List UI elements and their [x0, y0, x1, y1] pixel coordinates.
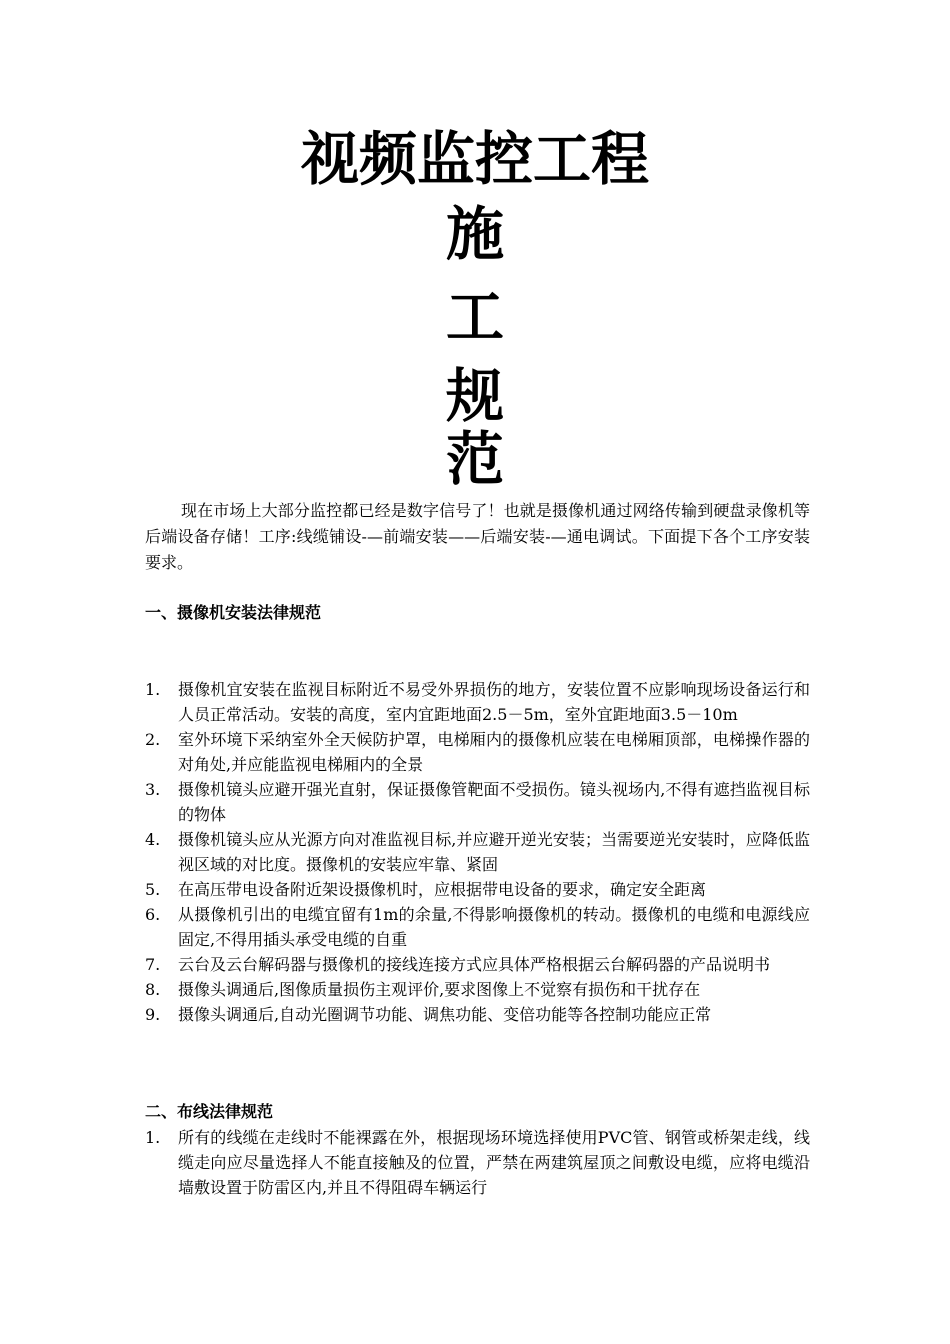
list-item-text: 所有的线缆在走线时不能裸露在外，根据现场环境选择使用PVC管、钢管或桥架走线，线缆走向应尽量选择人不能直接触及的位置，严禁在两建筑屋顶之间敷设电缆，应将电缆沿墙敷设置于防雷区内,并且不得阻碍车辆运行 [178, 1128, 810, 1197]
list-item [145, 777, 810, 827]
camera-install-list [145, 677, 810, 1027]
list-item [145, 952, 810, 977]
list-item-text: 在高压带电设备附近架设摄像机时，应根据带电设备的要求，确定安全距离 [178, 880, 707, 899]
list-item-number: 1. [145, 1128, 161, 1147]
list-item-text: 从摄像机引出的电缆宜留有1m的余量,不得影响摄像机的转动。摄像机的电缆和电源线应固定,不得用插头承受电缆的自重 [178, 905, 810, 949]
list-item [145, 827, 810, 877]
list-item [145, 977, 810, 1002]
list-item-text: 室外环境下采纳室外全天候防护罩，电梯厢内的摄像机应装在电梯厢顶部，电梯操作器的对角处,并应能监视电梯厢内的全景 [178, 730, 810, 774]
list-item-number: 7. [145, 955, 161, 974]
list-item [145, 902, 810, 952]
list-item-text: 摄像机镜头应避开强光直射，保证摄像管靶面不受损伤。镜头视场内,不得有遮挡监视目标的物体 [178, 780, 810, 824]
list-item-number: 5. [145, 880, 161, 899]
title-char-3: 规 [445, 362, 504, 430]
document-title: 视频监控工程 [300, 125, 649, 193]
intro-paragraph: 现在市场上大部分监控都已经是数字信号了！也就是摄像机通过网络传输到硬盘录像机等后端设备存储！工序:线缆铺设-—前端安装——后端安装-—通电调试。下面提下各个工序安装要求。 [145, 501, 810, 572]
list-item-text: 摄像头调通后,自动光圈调节功能、调焦功能、变倍功能等各控制功能应正常 [178, 1005, 712, 1024]
list-item-text: 摄像机镜头应从光源方向对准监视目标,并应避开逆光安装；当需要逆光安装时，应降低监视区域的对比度。摄像机的安装应牢靠、紧固 [178, 830, 810, 874]
list-item-number: 4. [145, 830, 161, 849]
list-item-text: 摄像机宜安装在监视目标附近不易受外界损伤的地方，安装位置不应影响现场设备运行和人员正常活动。安装的高度，室内宜距地面2.5－5m，室外宜距地面3.5－10m [178, 680, 810, 724]
list-item [145, 1002, 810, 1027]
list-item-number: 1. [145, 680, 161, 699]
title-char-4: 范 [445, 425, 504, 493]
title-char-1: 施 [445, 200, 504, 268]
section-heading-camera: 一、摄像机安装法律规范 [145, 603, 322, 622]
list-item [145, 1125, 810, 1200]
list-item-number: 3. [145, 780, 161, 799]
list-item-number: 8. [145, 980, 161, 999]
list-item-number: 9. [145, 1005, 161, 1024]
list-item-number: 6. [145, 905, 161, 924]
title-char-2: 工 [445, 283, 504, 351]
list-item [145, 877, 810, 902]
section-heading-wiring: 二、布线法律规范 [145, 1102, 274, 1121]
list-item-number: 2. [145, 730, 161, 749]
list-item-text: 摄像头调通后,图像质量损伤主观评价,要求图像上不觉察有损伤和干扰存在 [178, 980, 701, 999]
list-item [145, 677, 810, 727]
list-item [145, 727, 810, 777]
list-item-text: 云台及云台解码器与摄像机的接线连接方式应具体严格根据云台解码器的产品说明书 [178, 955, 771, 974]
wiring-list [145, 1125, 810, 1200]
